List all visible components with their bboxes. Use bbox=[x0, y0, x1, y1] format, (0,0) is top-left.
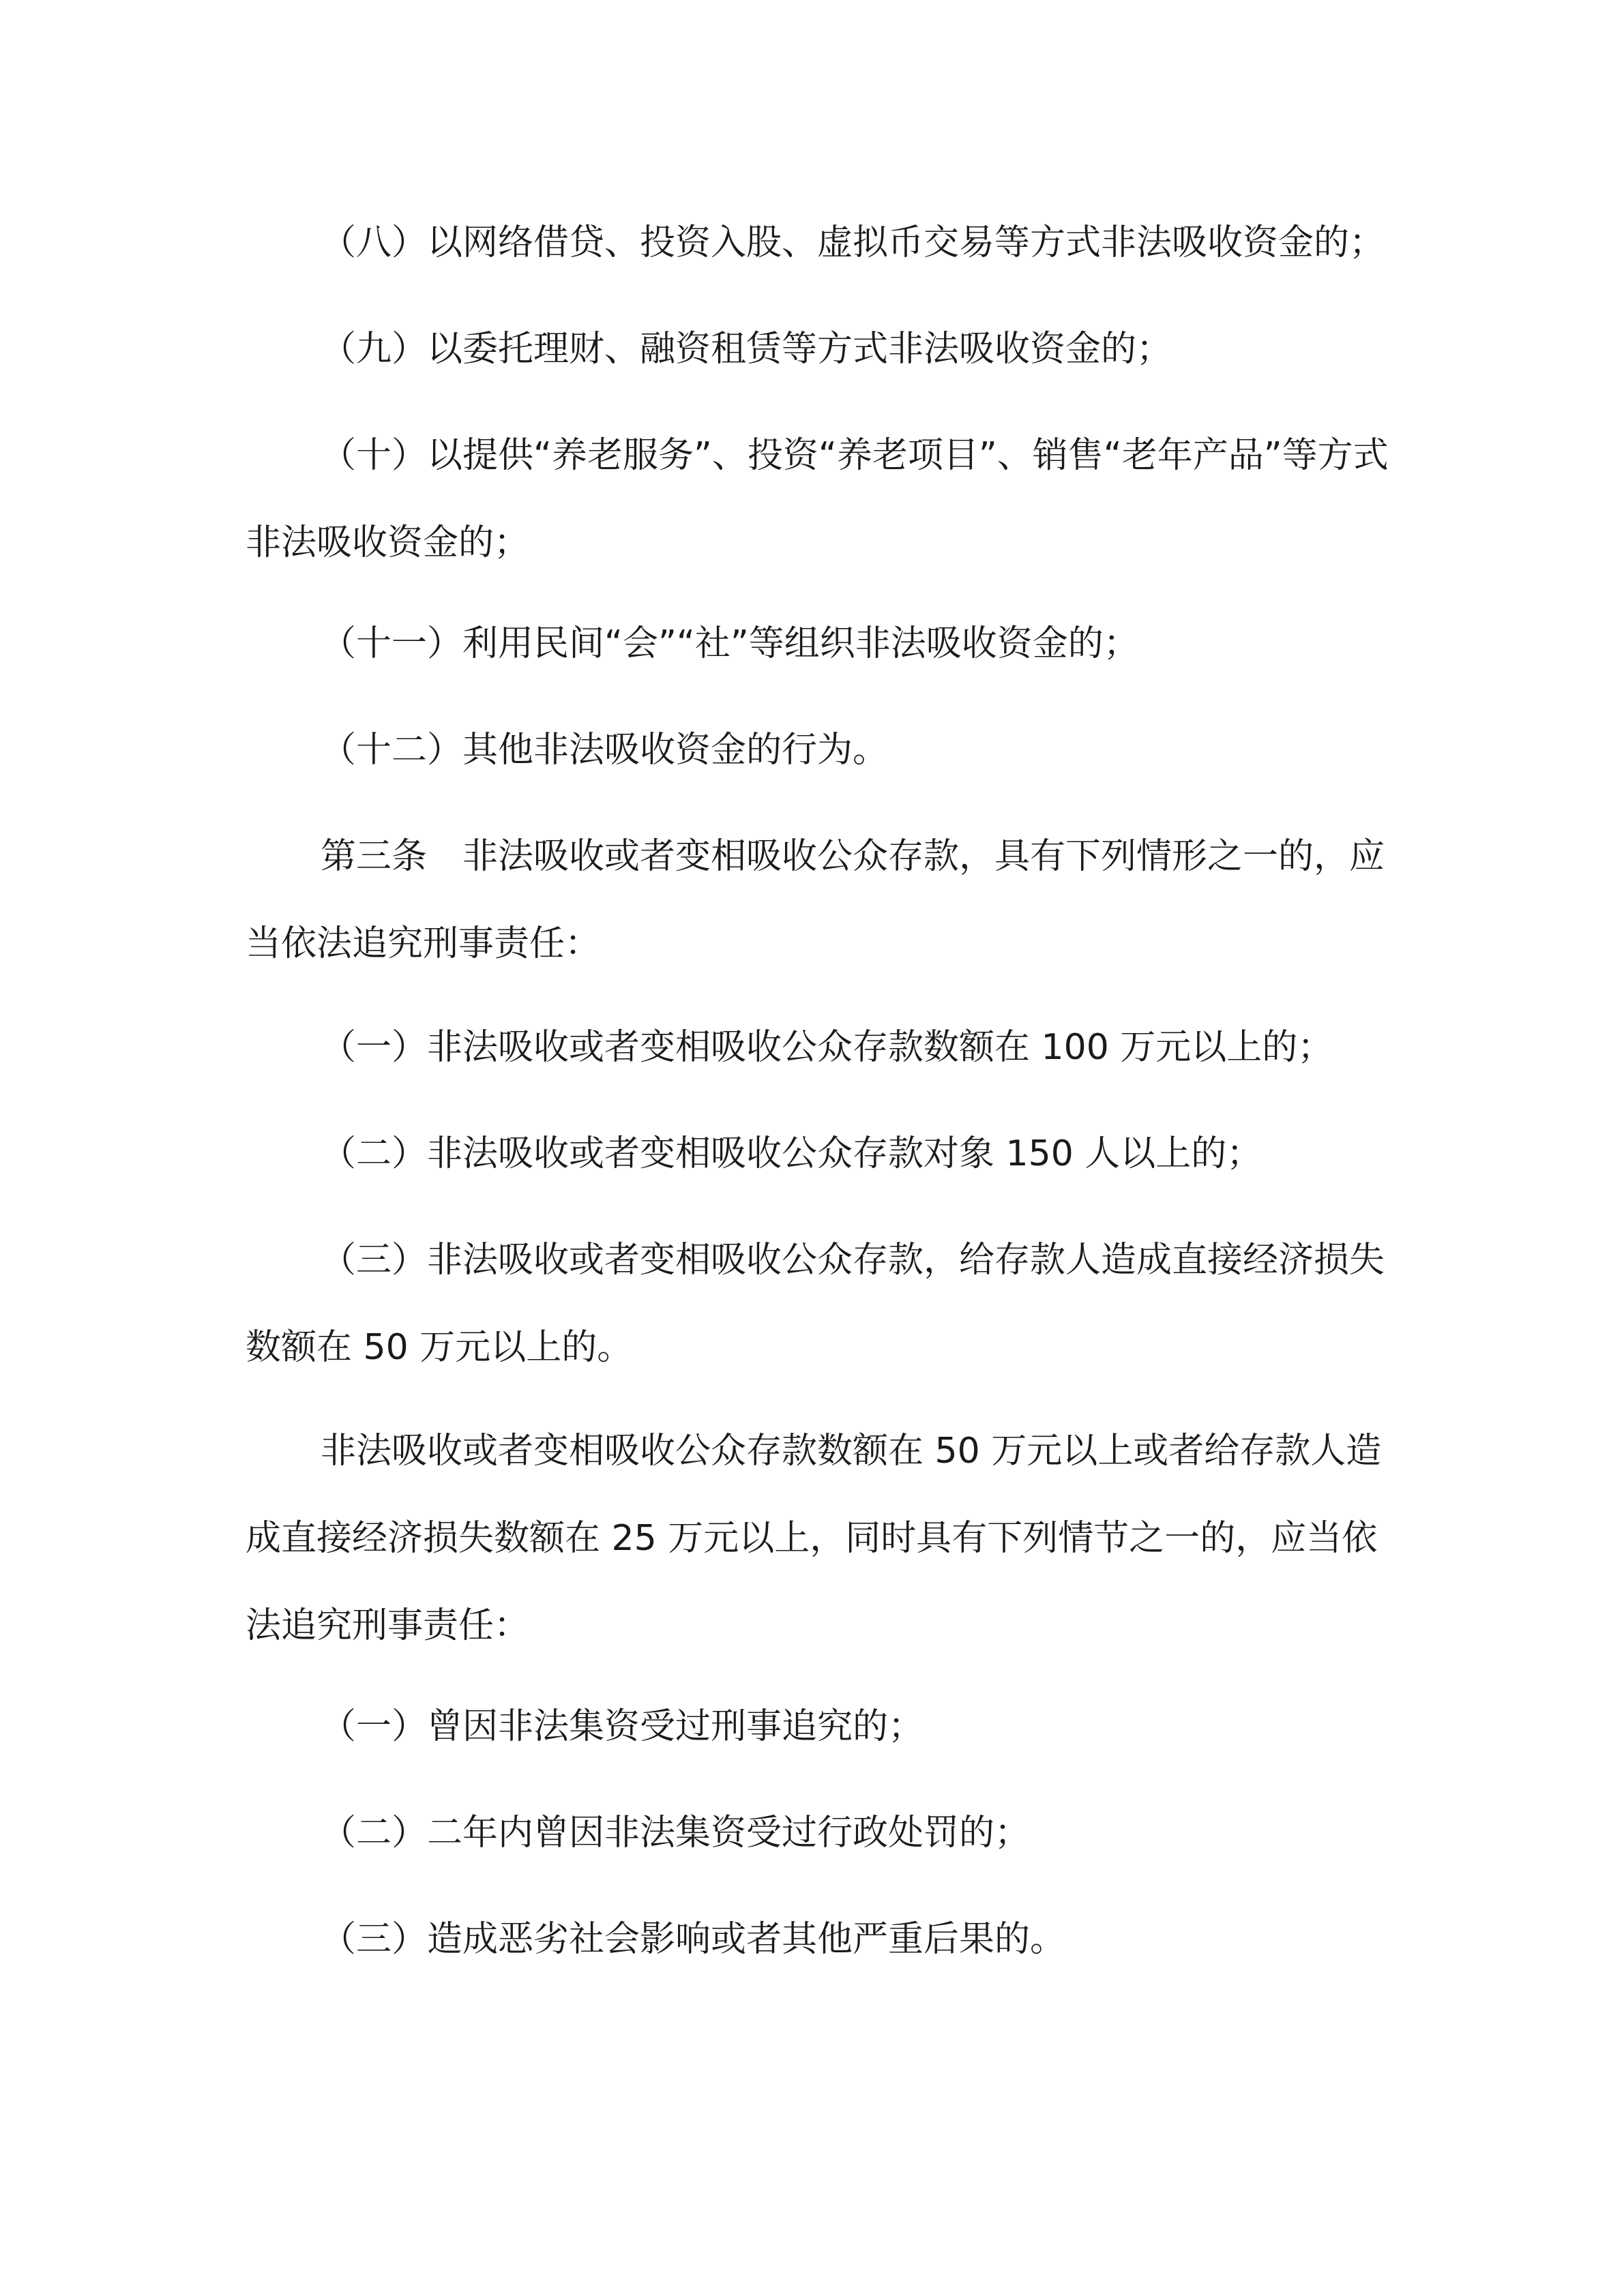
article-three-heading: 第三条 非法吸收或者变相吸收公众存款，具有下列情形之一的，应当依法追究刑事责任： bbox=[246, 836, 1385, 964]
article-three-item-3: （三）非法吸收或者变相吸收公众存款，给存款人造成直接经济损失数额在 50 万元以上的。 bbox=[246, 1240, 1385, 1368]
clause-item-9: （九）以委托理财、融资租赁等方式非法吸收资金的； bbox=[321, 329, 1172, 370]
article-three-item-2: （二）非法吸收或者变相吸收公众存款对象 150 人以上的； bbox=[321, 1133, 1263, 1174]
circumstance-item-1: （一）曾因非法集资受过刑事追究的； bbox=[321, 1706, 924, 1747]
clause-item-10: （十）以提供“养老服务”、投资“养老项目”、销售“老年产品”等方式非法吸收资金的； bbox=[246, 435, 1389, 563]
circumstance-item-3: （三）造成恶劣社会影响或者其他严重后果的。 bbox=[321, 1919, 1066, 1960]
article-three-item-1: （一）非法吸收或者变相吸收公众存款数额在 100 万元以上的； bbox=[321, 1027, 1333, 1068]
clause-item-12: （十二）其他非法吸收资金的行为。 bbox=[321, 730, 889, 771]
clause-item-8: （八）以网络借贷、投资入股、虚拟币交易等方式非法吸收资金的； bbox=[321, 222, 1385, 263]
clause-item-11: （十一）利用民间“会”“社”等组织非法吸收资金的； bbox=[321, 623, 1139, 664]
circumstance-item-2: （二）二年内曾因非法集资受过行政处罚的； bbox=[321, 1813, 1031, 1853]
article-three-second-clause: 非法吸收或者变相吸收公众存款数额在 50 万元以上或者给存款人造成直接经济损失数额在 25 万元以上，同时具有下列情节之一的，应当依法追究刑事责任： bbox=[246, 1431, 1382, 1646]
